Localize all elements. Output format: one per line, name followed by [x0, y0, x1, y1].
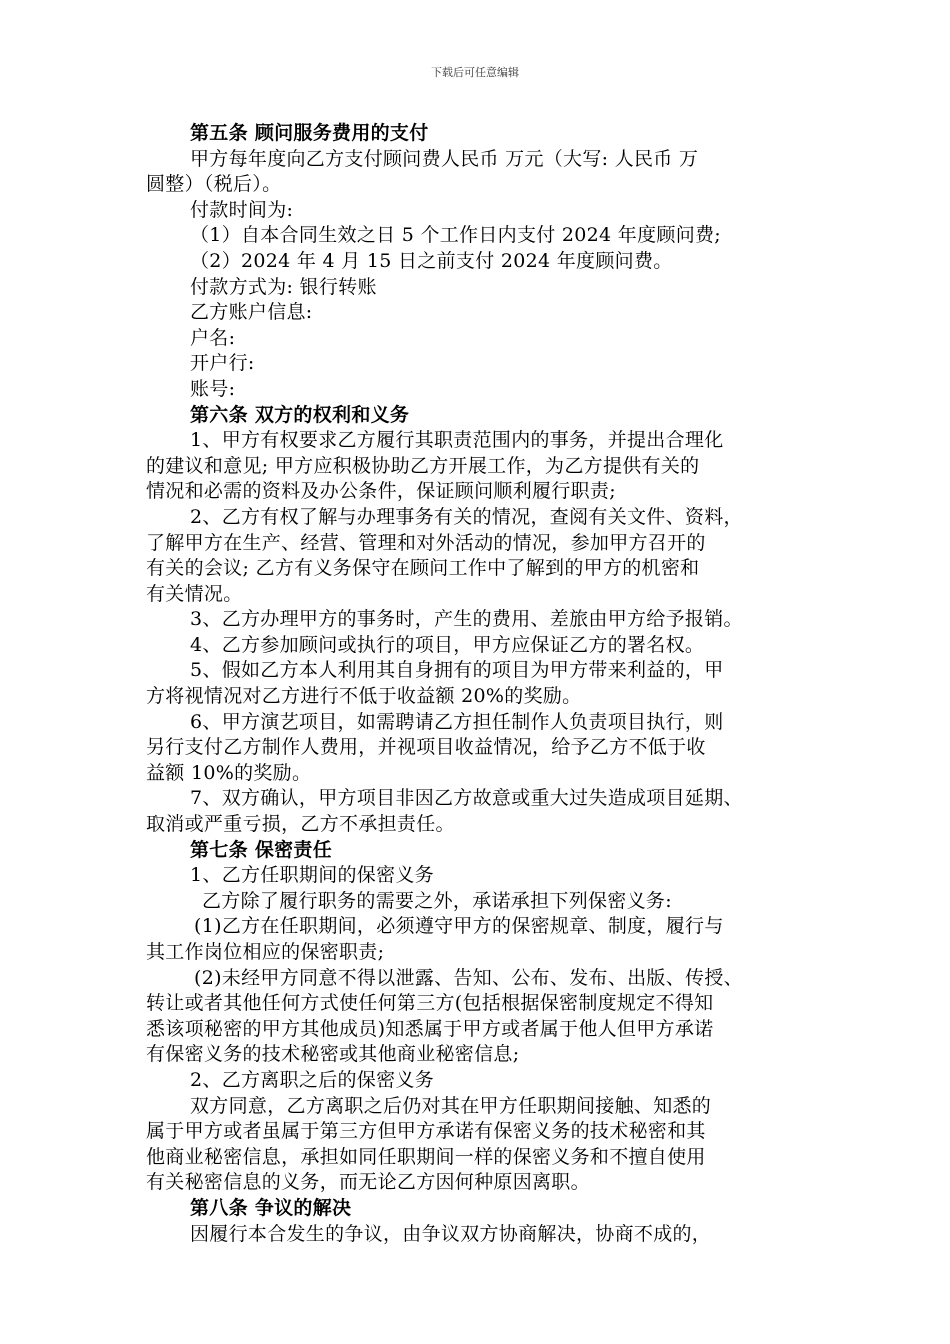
paragraph-line: 另行支付乙方制作人费用，并视项目收益情况，给予乙方不低于收 [146, 736, 706, 759]
paragraph-line: 情况和必需的资料及办公条件，保证顾问顺利履行职责; [146, 480, 616, 503]
paragraph-line: 了解甲方在生产、经营、管理和对外活动的情况，参加甲方召开的 [146, 531, 706, 554]
section-heading: 第六条 双方的权利和义务 [190, 403, 410, 426]
paragraph-line: 他商业秘密信息，承担如同任职期间一样的保密义务和不擅自使用 [146, 1145, 706, 1168]
paragraph-line: （1）自本合同生效之日 5 个工作日内支付 2024 年度顾问费; [190, 224, 721, 247]
paragraph-line: 有关的会议; 乙方有义务保守在顾问工作中了解到的甲方的机密和 [146, 557, 700, 580]
paragraph-line: 甲方每年度向乙方支付顾问费人民币 万元（大写: 人民币 万 [190, 147, 699, 170]
paragraph-line: 4、乙方参加顾问或执行的项目，甲方应保证乙方的署名权。 [190, 633, 705, 656]
paragraph-line: 3、乙方办理甲方的事务时，产生的费用、差旅由甲方给予报销。 [190, 608, 743, 631]
paragraph-line: 2、乙方离职之后的保密义务 [190, 1068, 434, 1091]
paragraph-line: 乙方账户信息: [190, 301, 313, 324]
paragraph-line: 的建议和意见; 甲方应积极协助乙方开展工作，为乙方提供有关的 [146, 454, 700, 477]
paragraph-line: 因履行本合发生的争议，由争议双方协商解决，协商不成的， [190, 1222, 712, 1245]
section-heading: 第五条 顾问服务费用的支付 [190, 122, 429, 144]
paragraph-line: 悉该项秘密的甲方其他成员)知悉属于甲方或者属于他人但甲方承诺 [146, 1017, 714, 1040]
paragraph-line: 户名: [190, 326, 236, 349]
page-header: 下载后可任意编辑 [431, 66, 519, 79]
paragraph-line: (1)乙方在任职期间，必须遵守甲方的保密规章、制度，履行与 [194, 915, 724, 938]
paragraph-line: (2)未经甲方同意不得以泄露、告知、公布、发布、出版、传授、 [194, 966, 743, 989]
paragraph-line: 开户行: [190, 352, 255, 375]
paragraph-line: 2、乙方有权了解与办理事务有关的情况，查阅有关文件、资料， [190, 505, 743, 528]
paragraph-line: 圆整）（税后）。 [146, 173, 282, 196]
section-heading: 第八条 争议的解决 [190, 1196, 352, 1219]
paragraph-line: 益额 10%的奖励。 [146, 761, 312, 784]
paragraph-line: 有关秘密信息的义务，而无论乙方因何种原因离职。 [146, 1171, 590, 1194]
paragraph-line: 1、甲方有权要求乙方履行其职责范围内的事务，并提出合理化 [190, 429, 724, 452]
paragraph-line: 账号: [190, 377, 236, 400]
paragraph-line: 有关情况。 [146, 582, 243, 605]
section-heading: 第七条 保密责任 [190, 838, 333, 861]
paragraph-line: 付款方式为: 银行转账 [190, 275, 377, 298]
paragraph-line: 方将视情况对乙方进行不低于收益额 20%的奖励。 [146, 685, 582, 708]
paragraph-line: 付款时间为: [190, 198, 294, 221]
paragraph-line: 7、双方确认，甲方项目非因乙方故意或重大过失造成项目延期、 [190, 787, 743, 810]
paragraph-line: 乙方除了履行职务的需要之外，承诺承担下列保密义务: [202, 889, 672, 912]
paragraph-line: 1、乙方任职期间的保密义务 [190, 864, 434, 887]
paragraph-line: 5、假如乙方本人利用其自身拥有的项目为甲方带来利益的，甲 [190, 659, 724, 682]
paragraph-line: 取消或严重亏损，乙方不承担责任。 [146, 813, 455, 836]
paragraph-line: （2）2024 年 4 月 15 日之前支付 2024 年度顾问费。 [190, 249, 673, 272]
paragraph-line: 有保密义务的技术秘密或其他商业秘密信息; [146, 1043, 520, 1066]
document-body [146, 121, 826, 1247]
paragraph-line: 6、甲方演艺项目，如需聘请乙方担任制作人负责项目执行，则 [190, 710, 724, 733]
paragraph-line: 属于甲方或者虽属于第三方但甲方承诺有保密义务的技术秘密和其 [146, 1120, 706, 1143]
paragraph-line: 转让或者其他任何方式使任何第三方(包括根据保密制度规定不得知 [146, 992, 714, 1015]
paragraph-line: 其工作岗位相应的保密职责; [146, 941, 385, 963]
paragraph-line: 双方同意，乙方离职之后仍对其在甲方任职期间接触、知悉的 [190, 1094, 712, 1117]
